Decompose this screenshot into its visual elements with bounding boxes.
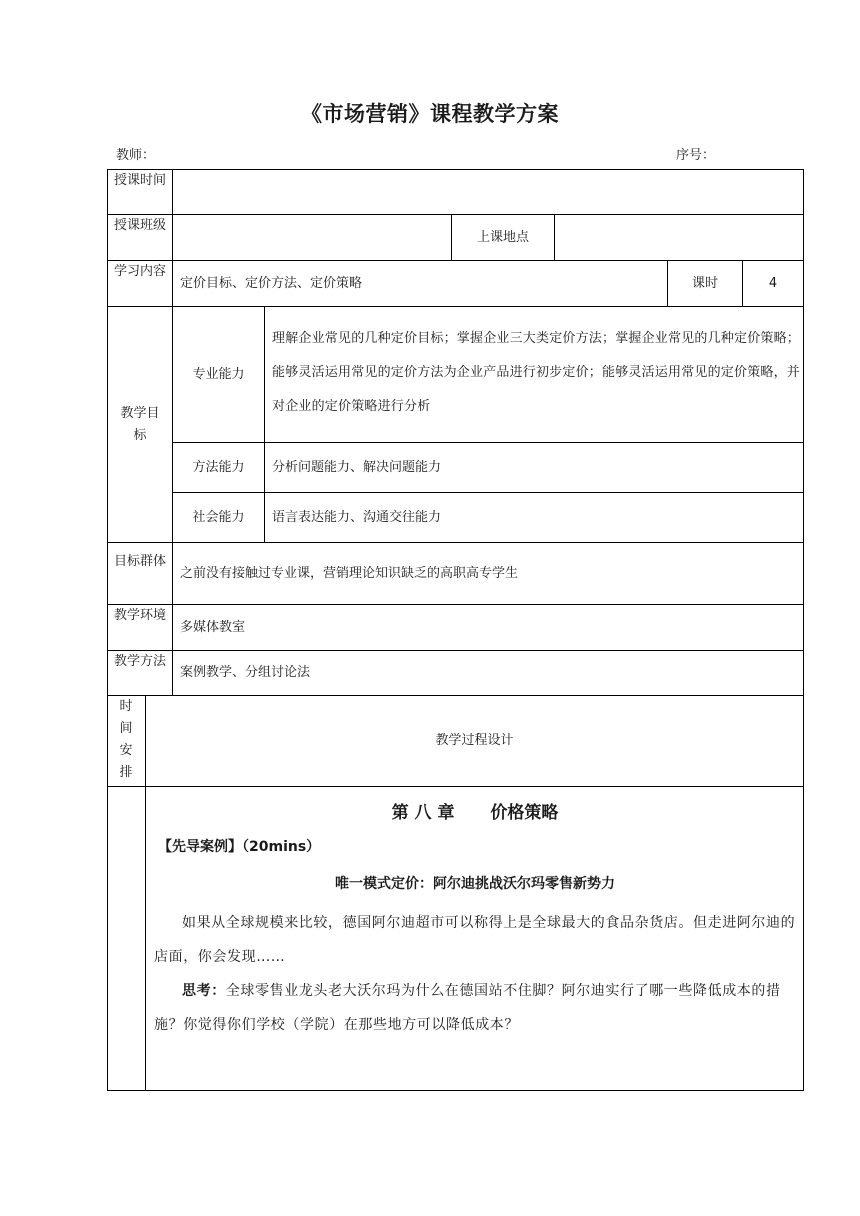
content-label: 学习内容 <box>113 264 166 279</box>
table-rule <box>107 1090 804 1091</box>
document-title: 《市场营销》课程教学方案 <box>301 102 559 126</box>
case-tag: 【先导案例】（20mins） <box>158 839 321 855</box>
method-label: 方法能力 <box>192 459 245 475</box>
social-label: 社会能力 <box>192 509 245 525</box>
class-label: 授课班级 <box>113 218 166 233</box>
table-rule <box>107 786 804 787</box>
think-text: 全球零售业龙头老大沃尔玛为什么在德国站不住脚？阿尔迪实行了哪一些降低成本的措施？你觉得你们学校（学院）在那些地方可以降低成本？ <box>154 983 781 1033</box>
table-rule <box>554 214 555 261</box>
time-label: 授课时间 <box>113 173 166 188</box>
group-label: 目标群体 <box>113 554 166 569</box>
hours-label: 课时 <box>691 275 718 291</box>
env-label: 教学环境 <box>113 608 166 623</box>
teacher-label: 教师： <box>116 148 156 163</box>
think-paragraph <box>154 974 798 1042</box>
social-value: 语言表达能力、沟通交往能力 <box>272 509 442 525</box>
chapter-number: 第 八 章 <box>391 803 455 823</box>
hours-value: 4 <box>768 275 778 291</box>
table-rule <box>172 169 173 696</box>
group-value: 之前没有接触过专业课，营销理论知识缺乏的高职高专学生 <box>180 565 519 581</box>
pro-value: 理解企业常见的几种定价目标；掌握企业三大类定价方法；掌握企业常见的几种定价策略；能够灵活运用常见的定价方法为企业产品进行初步定价；能够灵活运用常见的定价策略，并对企业的定价策略进行分析 <box>272 331 801 414</box>
schedule-label: 时间安排 <box>119 699 133 780</box>
pro-label: 专业能力 <box>192 367 245 382</box>
chapter-heading <box>146 798 804 823</box>
content-value: 定价目标、定价方法、定价策略 <box>180 275 363 291</box>
table-rule <box>264 306 265 543</box>
goals-label-text: 教学目标 <box>120 405 160 443</box>
location-label: 上课地点 <box>476 229 529 245</box>
table-rule <box>803 169 804 1091</box>
goals-label <box>108 307 172 542</box>
process-label: 教学过程设计 <box>435 733 514 748</box>
serial-label: 序号： <box>676 148 716 163</box>
env-value: 多媒体教室 <box>180 619 246 635</box>
method-value: 分析问题能力、解决问题能力 <box>272 459 442 475</box>
table-rule <box>107 306 804 307</box>
case-paragraph: 如果从全球规模来比较，德国阿尔迪超市可以称得上是全球最大的食品杂货店。但走进阿尔迪的店面，你会发现…… <box>154 915 796 965</box>
think-label: 思考： <box>182 983 226 999</box>
case-title: 唯一模式定价：阿尔迪挑战沃尔玛零售新势力 <box>335 876 615 892</box>
chapter-title: 价格策略 <box>490 803 559 823</box>
teach-method-label: 教学方法 <box>113 654 166 669</box>
teach-method-value: 案例教学、分组讨论法 <box>180 665 311 680</box>
table-rule <box>107 169 804 170</box>
